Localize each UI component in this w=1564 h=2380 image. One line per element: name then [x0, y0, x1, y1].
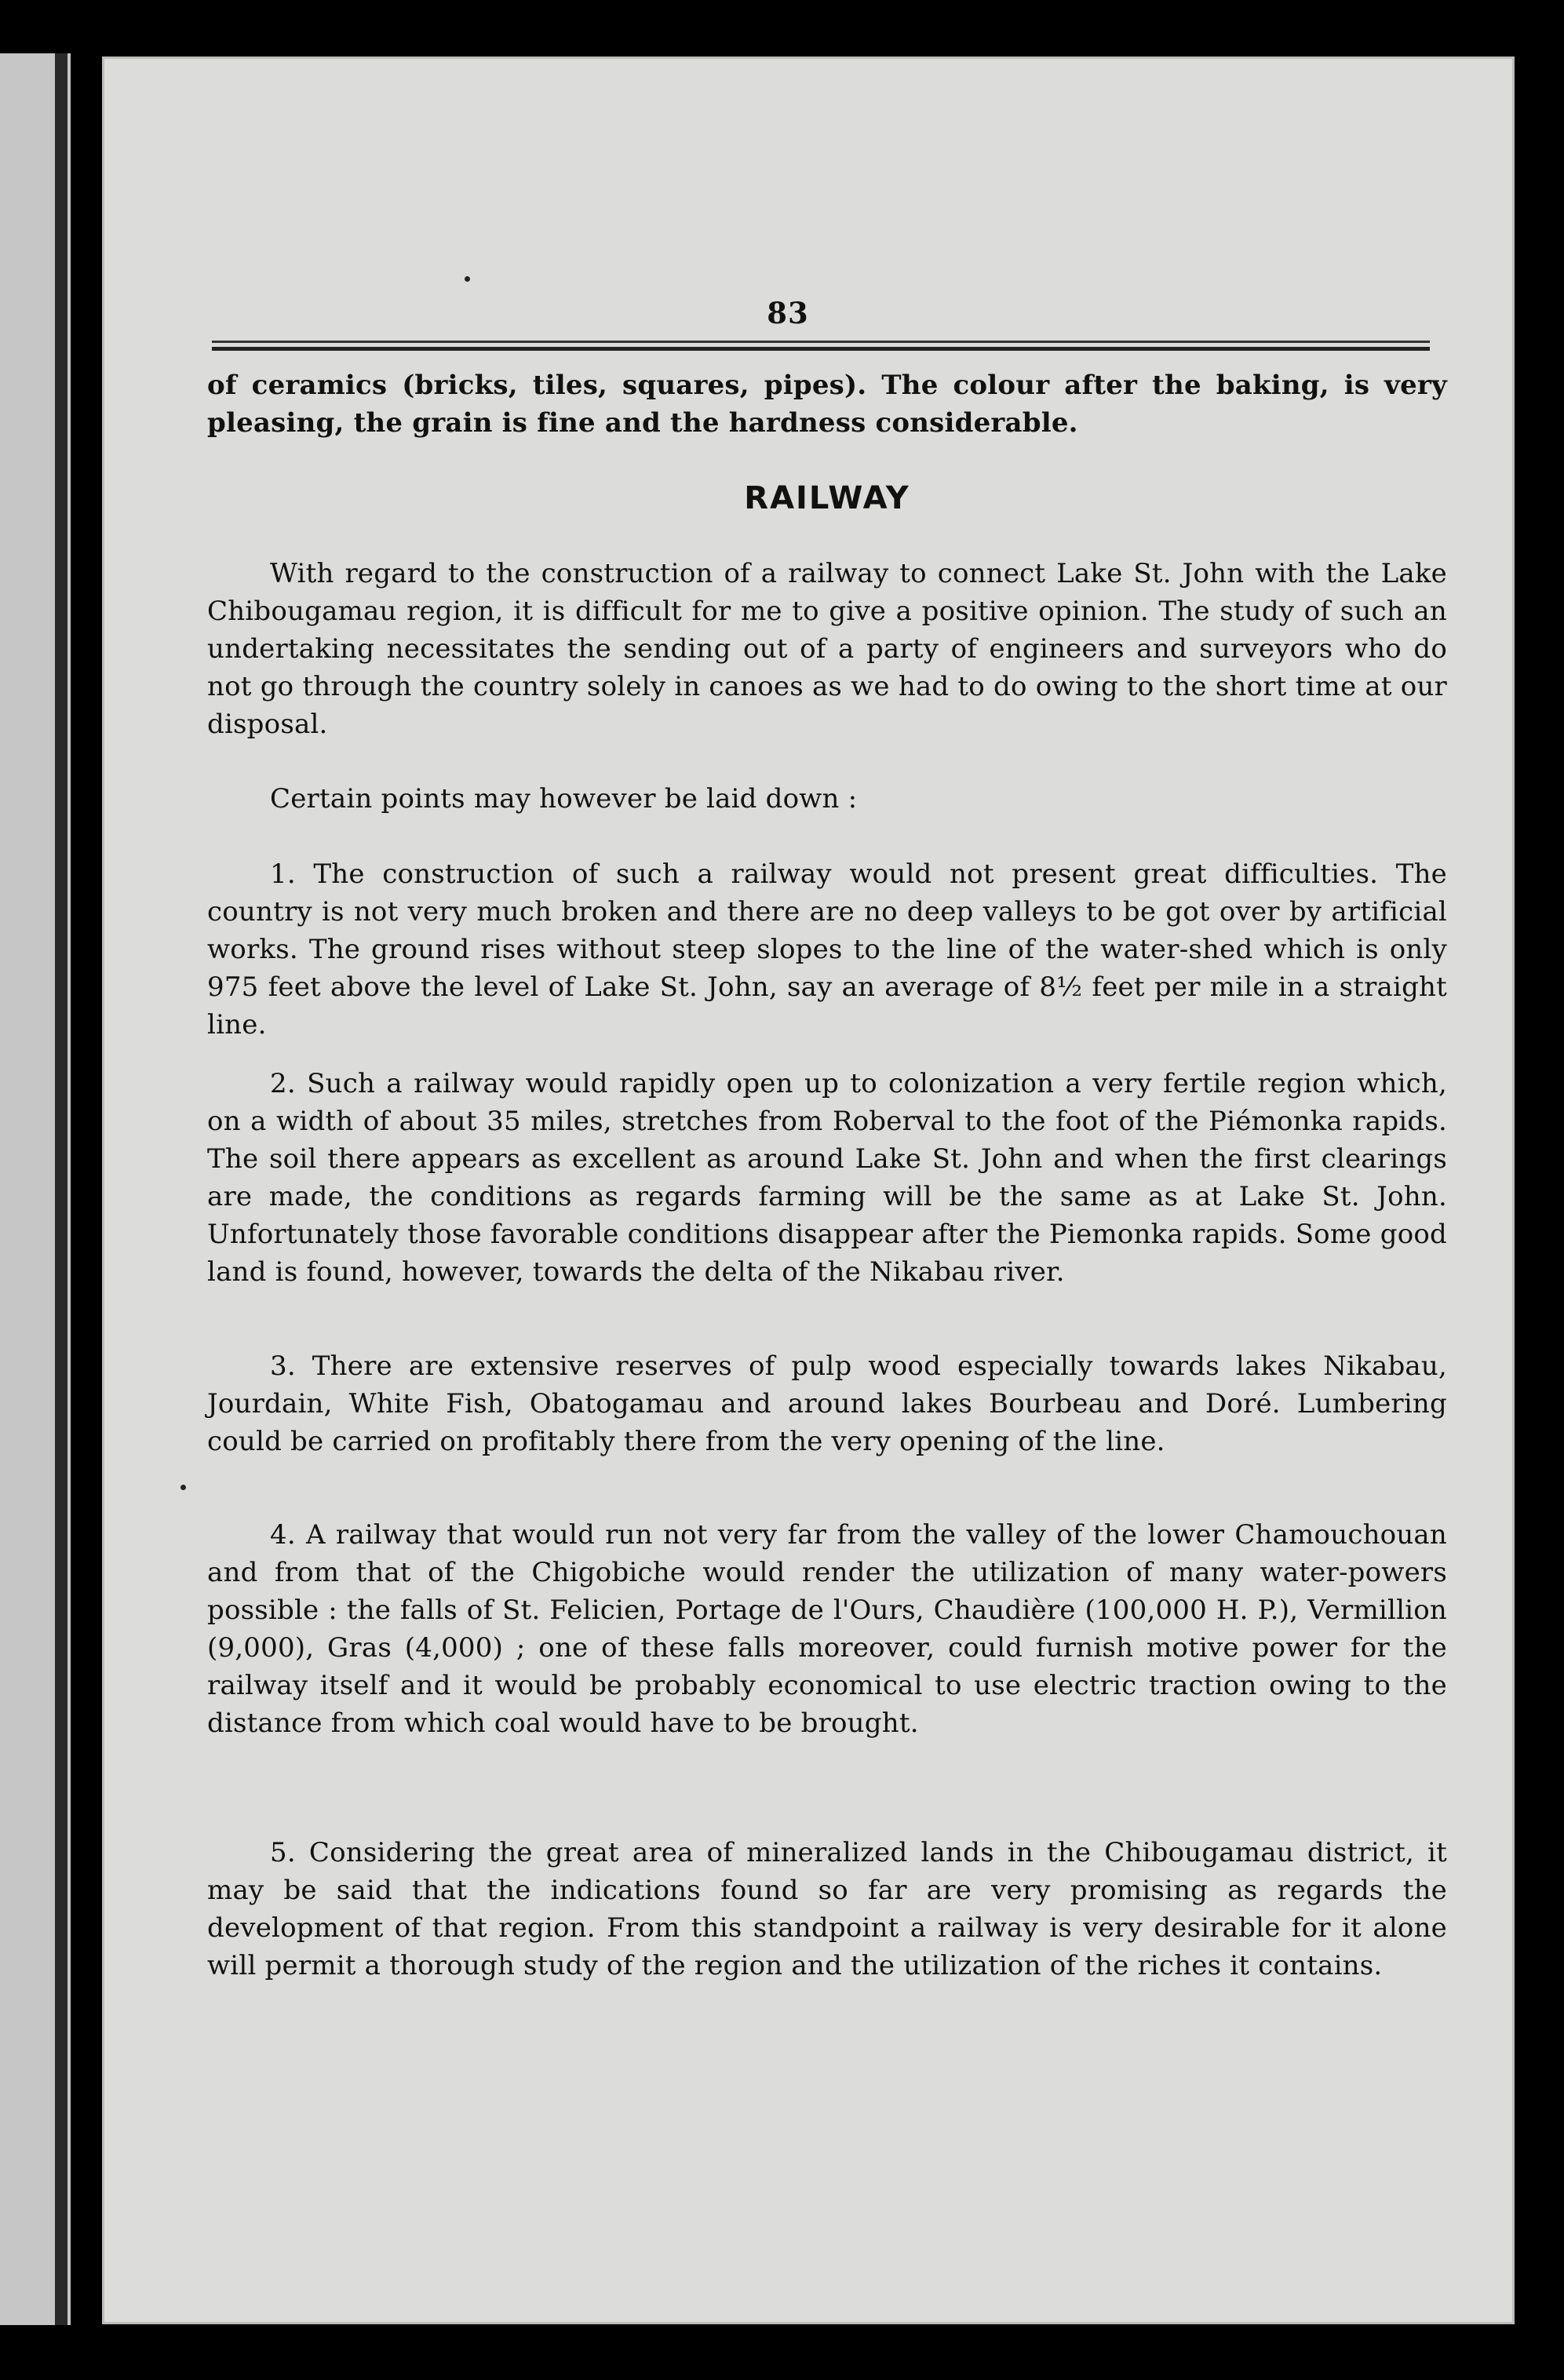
binding-shadow [55, 53, 67, 2325]
scan-speck [180, 1485, 186, 1490]
section-heading: RAILWAY [744, 480, 910, 516]
scan-speck [465, 276, 470, 282]
paragraph-point-4: 4. A railway that would run not very far from the valley of the lower Chamouchouan and from that of the Chigobiche would render the utilization of many water-powers possible : the falls of St. Felicien, Portage de l'Ours, Chaudière (100,000 H. P.), Vermillion (9,000), Gras (4,000) ; one of these falls moreover, could furnish motive power for the railway itself and it would be probably economical to use electric traction owing to the distance from which coal would have to be brought. [207, 1519, 1447, 1739]
continuation-paragraph: of ceramics (bricks, tiles, squares, pipes). The colour after the baking, is very pleasing, the grain is fine and the hardness considerable. [207, 370, 1447, 439]
paragraph-points-lead: Certain points may however be laid down : [270, 783, 858, 815]
paragraph-point-1: 1. The construction of such a railway would not present great difficulties. The country is not very much broken and there are no deep valleys to be got over by artificial works. The ground rises without steep slopes to the line of the water-shed which is only 975 feet above the level of Lake St. John, say an average of 8½ feet per mile in a straight line. [207, 858, 1447, 1041]
page-number: 83 [767, 296, 809, 330]
paragraph-point-2: 2. Such a railway would rapidly open up to colonization a very fertile region which, on a width of about 35 miles, stretches from Roberval to the foot of the Piémonka rapids. The soil there appears as excellent as around Lake St. John and when the first clearings are made, the conditions as regards farming will be the same as at Lake St. John. Unfortunately those favorable conditions disappear after the Piemonka rapids. Some good land is found, however, towards the delta of the Nikabau river. [207, 1068, 1447, 1288]
document-page [102, 56, 1515, 2324]
paragraph-intro: With regard to the construction of a railway to connect Lake St. John with the Lake Chibougamau region, it is difficult for me to give a positive opinion. The study of such an undertaking necessitates the sending out of a party of engineers and surveyors who do not go through the country solely in canoes as we had to do owing to the short time at our disposal. [207, 558, 1447, 740]
header-rule [212, 339, 1430, 353]
paragraph-point-3: 3. There are extensive reserves of pulp wood especially towards lakes Nikabau, Jourdain, White Fish, Obatogamau and around lakes Bourbeau and Doré. Lumbering could be carried on profitably there from the very opening of the line. [207, 1350, 1447, 1457]
paragraph-point-5: 5. Considering the great area of mineralized lands in the Chibougamau district, it may be said that the indications found so far are very promising as regards the development of that region. From this standpoint a railway is very desirable for it alone will permit a thorough study of the region and the utilization of the riches it contains. [207, 1837, 1447, 1981]
